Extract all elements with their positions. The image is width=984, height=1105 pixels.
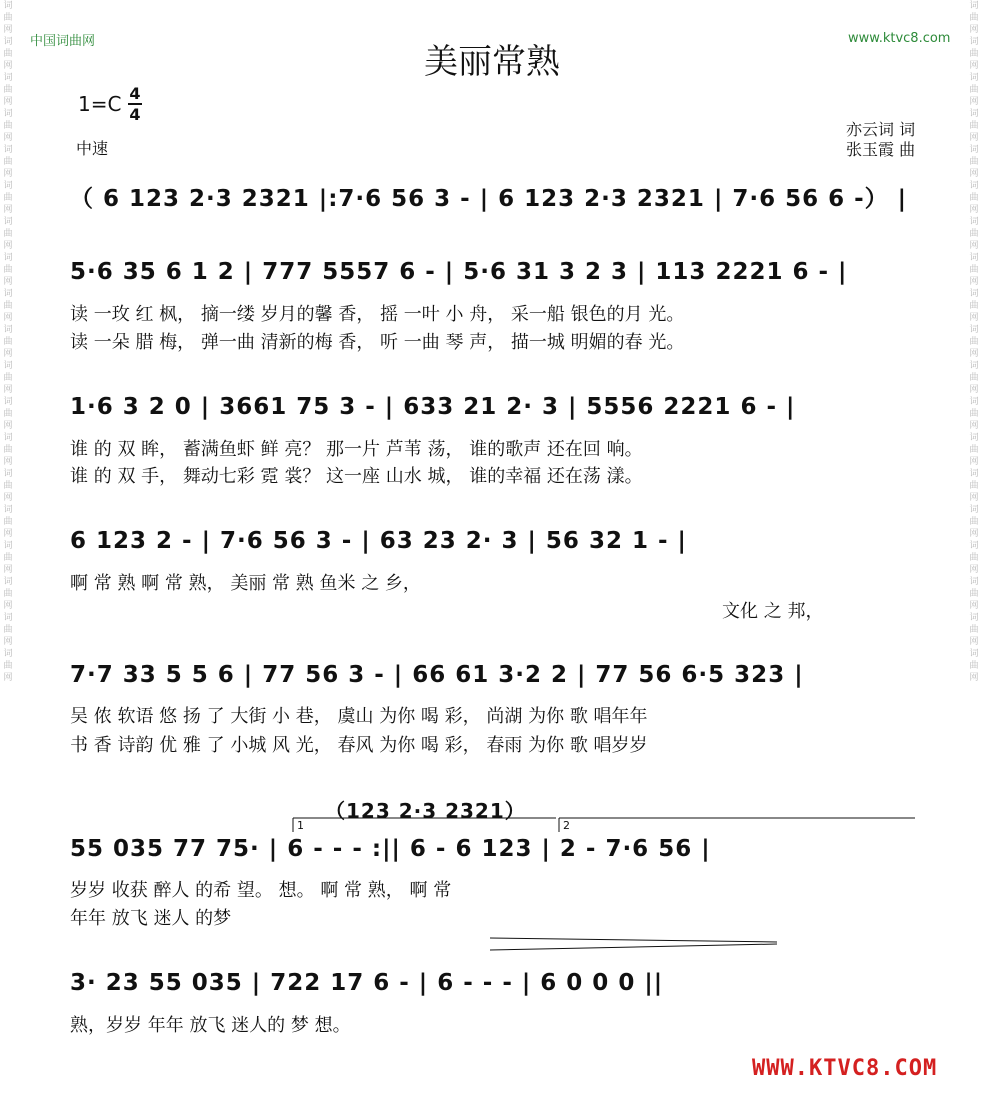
notation-line-6: 55 035 77 75· | 6 - - - :|| 6 - 6 123 | 2 - 7·6 56 | xyxy=(70,836,711,862)
song-title: 美丽常熟 xyxy=(424,42,560,82)
time-top: 4 xyxy=(129,84,141,103)
lyric-line-2b: 读 一朵 腊 梅， 弹一曲 清新的梅 香， 听 一曲 琴 声， 描一城 明媚的春 光。 xyxy=(70,332,685,353)
tempo-mark: 中速 xyxy=(76,139,109,158)
notation-line-1: （ 6 123 2·3 2321 |:7·6 56 3 - | 6 123 2·3 2321 | 7·6 56 6 -） | xyxy=(70,186,908,212)
watermark-left: 词曲网词曲网词曲网词曲网词曲网词曲网词曲网词曲网词曲网词曲网词曲网词曲网词曲网词曲网词曲网词曲网词曲网词曲网词曲网 xyxy=(3,1,13,683)
key-signature: 1=C xyxy=(78,92,122,116)
site-name: 中国词曲网 xyxy=(30,34,96,49)
lyric-line-2a: 读 一玫 红 枫， 摘一缕 岁月的馨 香， 摇 一叶 小 舟， 采一船 银色的月 光。 xyxy=(70,304,685,325)
lyric-line-6a: 岁岁 收获 醉人 的希 望。 想。 啊 常 熟， 啊 常 xyxy=(70,880,452,901)
notation-line-7: 3· 23 55 035 | 722 17 6 - | 6 - - - | 6 0 0 0 || xyxy=(70,970,664,996)
lyric-line-6b: 年年 放飞 迷人 的梦 xyxy=(70,908,232,929)
lyric-line-4b: 文化 之 邦， xyxy=(722,601,824,622)
notation-line-4: 6 123 2 - | 7·6 56 3 - | 63 23 2· 3 | 56 32 1 - | xyxy=(70,528,687,554)
lyric-line-5b: 书 香 诗韵 优 雅 了 小城 风 光， 春风 为你 喝 彩， 春雨 为你 歌 唱岁岁 xyxy=(70,735,648,756)
lyric-line-5a: 吴 侬 软语 悠 扬 了 大街 小 巷， 虞山 为你 喝 彩， 尚湖 为你 歌 唱年年 xyxy=(70,706,648,727)
volta-2-label: 2 xyxy=(563,819,570,832)
time-bottom: 4 xyxy=(129,105,141,124)
composer-credit: 张玉霞 曲 xyxy=(846,140,916,159)
ktvc8-logo xyxy=(752,1056,937,1081)
decrescendo-lower xyxy=(490,944,777,950)
notation-line-2: 5·6 35 6 1 2 | 777 5557 6 - | 5·6 31 3 2 3 | 113 2221 6 - | xyxy=(70,259,848,285)
lyricist-credit: 亦云词 词 xyxy=(846,120,916,139)
volta-bracket-notes: （123 2·3 2321） xyxy=(325,799,526,823)
lyric-line-7a: 熟，岁岁 年年 放飞 迷人的 梦 想。 xyxy=(70,1015,351,1036)
notation-line-5: 7·7 33 5 5 6 | 77 56 3 - | 66 61 3·2 2 | 77 56 6·5 323 | xyxy=(70,662,804,688)
lyric-line-3a: 谁 的 双 眸， 蓄满鱼虾 鲜 亮？ 那一片 芦苇 荡， 谁的歌声 还在回 响。 xyxy=(70,439,643,460)
site-url[interactable]: www.ktvc8.com xyxy=(848,31,951,46)
logo-text: WWW.KTVC8.COM xyxy=(752,1056,938,1081)
lyric-line-3b: 谁 的 双 手， 舞动七彩 霓 裳？ 这一座 山水 城， 谁的幸福 还在荡 漾。 xyxy=(70,466,643,487)
time-signature xyxy=(128,85,142,123)
notation-line-3: 1·6 3 2 0 | 3661 75 3 - | 633 21 2· 3 | 5556 2221 6 - | xyxy=(70,394,796,420)
lyric-line-4a: 啊 常 熟 啊 常 熟， 美丽 常 熟 鱼米 之 乡， xyxy=(70,573,421,594)
decrescendo-upper xyxy=(490,938,777,942)
volta-1-label: 1 xyxy=(297,819,304,832)
watermark-right: 词曲网词曲网词曲网词曲网词曲网词曲网词曲网词曲网词曲网词曲网词曲网词曲网词曲网词曲网词曲网词曲网词曲网词曲网词曲网 xyxy=(969,1,979,683)
